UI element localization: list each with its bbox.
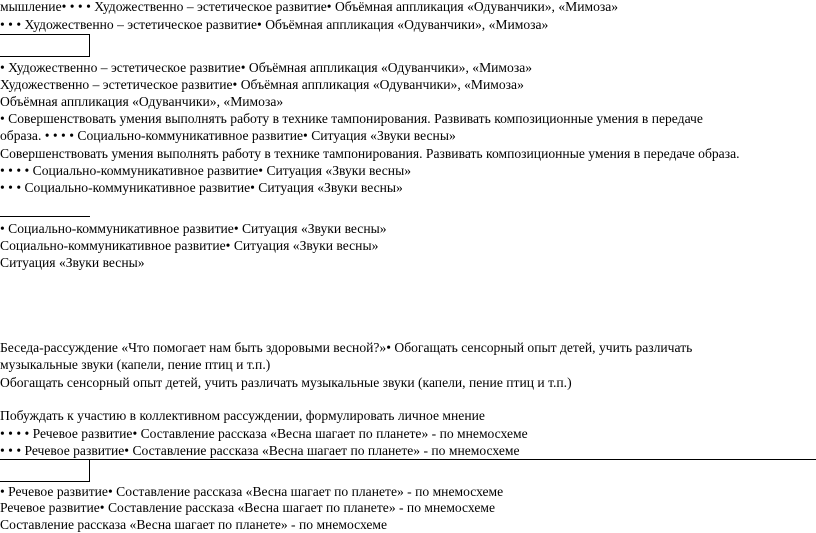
text-line: • Художественно – эстетическое развитие• Объёмная аппликация «Одуванчики», «Мимоза»	[0, 60, 533, 75]
text-line: мышление• • • • Художественно – эстетическое развитие• Объёмная аппликация «Одуванчики», «Мимоза»	[0, 0, 619, 14]
text-line: образа. • • • • Социально-коммуникативное развитие• Ситуация «Звуки весны»	[0, 128, 456, 143]
text-line: Побуждать к участию в коллективном рассуждении, формулировать личное мнение	[0, 408, 485, 423]
text-line: • Совершенствовать умения выполнять работу в технике тампонирования. Развивать композиционные умения в передаче	[0, 111, 703, 126]
text-line: музыкальные звуки (капели, пение птиц и т.п.)	[0, 357, 271, 372]
text-line: Ситуация «Звуки весны»	[0, 255, 145, 270]
text-line: • • • • Речевое развитие• Составление рассказа «Весна шагает по планете» - по мнемосхеме	[0, 426, 528, 441]
text-line: Совершенствовать умения выполнять работу в технике тампонирования. Развивать композиционные умения в передаче образа.	[0, 146, 740, 161]
text-line: • • • • Социально-коммуникативное развитие• Ситуация «Звуки весны»	[0, 163, 412, 178]
text-line: Обогащать сенсорный опыт детей, учить различать музыкальные звуки (капели, пение птиц и т.п.)	[0, 375, 572, 390]
text-line: • Речевое развитие• Составление рассказа «Весна шагает по планете» - по мнемосхеме	[0, 484, 504, 499]
text-line: Беседа-рассуждение «Что помогает нам быть здоровыми весной?»• Обогащать сенсорный опыт детей, учить различать	[0, 340, 693, 355]
text-line: Художественно – эстетическое развитие• Объёмная аппликация «Одуванчики», «Мимоза»	[0, 77, 524, 92]
text-line: • • • Социально-коммуникативное развитие• Ситуация «Звуки весны»	[0, 180, 403, 195]
text-line: Объёмная аппликация «Одуванчики», «Мимоза»	[0, 94, 284, 109]
text-line: • • • Художественно – эстетическое развитие• Объёмная аппликация «Одуванчики», «Мимоза»	[0, 17, 549, 32]
text-line: Социально-коммуникативное развитие• Ситуация «Звуки весны»	[0, 238, 379, 253]
table-cell-border	[0, 216, 90, 217]
text-line: Речевое развитие• Составление рассказа «Весна шагает по планете» - по мнемосхеме	[0, 500, 496, 515]
text-line: • • • Речевое развитие• Составление рассказа «Весна шагает по планете» - по мнемосхеме	[0, 443, 520, 458]
text-line: • Социально-коммуникативное развитие• Ситуация «Звуки весны»	[0, 221, 387, 236]
text-line: Составление рассказа «Весна шагает по планете» - по мнемосхеме	[0, 517, 388, 532]
